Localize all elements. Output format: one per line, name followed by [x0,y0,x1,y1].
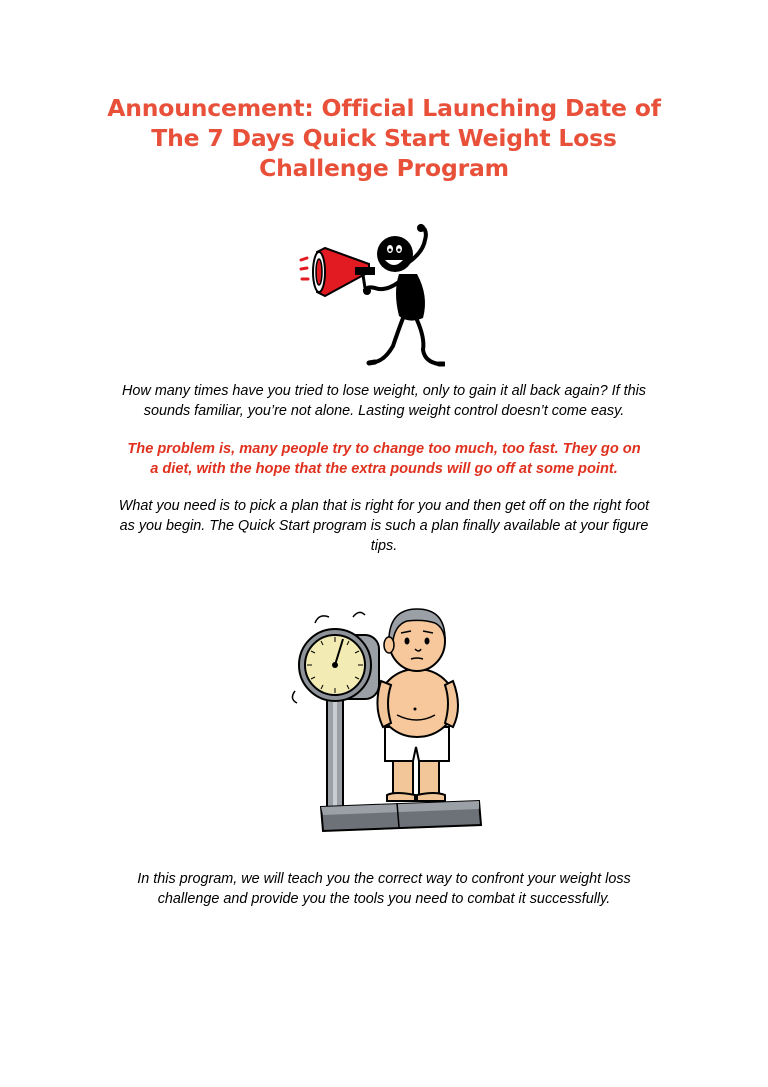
paragraph-problem-highlight [80,439,688,479]
paragraph-intro-line-2: sounds familiar, you’re not alone. Lasting weight control doesn’t come easy. [143,403,625,419]
megaphone-figure-illustration [295,222,445,372]
paragraph-program-line-1: In this program, we will teach you the correct way to confront your weight loss [137,871,631,887]
page-title [60,93,708,183]
paragraph-solution-line-2: as you begin. The Quick Start program is such a plan finally available at your figure [119,518,649,534]
paragraph-solution-line-1: What you need is to pick a plan that is right for you and then get off on the right foot [118,498,650,514]
paragraph-program [90,869,678,909]
paragraph-problem-line-1: The problem is, many people try to change too much, too fast. They go on [127,441,641,457]
paragraph-solution [78,496,690,556]
title-line-3: Challenge Program [259,154,509,182]
title-line-1: Announcement: Official Launching Date of [107,94,661,122]
paragraph-solution-line-3: tips. [370,538,398,554]
paragraph-intro [80,381,688,421]
man-on-scale-illustration [285,595,485,845]
paragraph-intro-line-1: How many times have you tried to lose weight, only to gain it all back again? If this [122,383,646,399]
paragraph-problem-line-2: a diet, with the hope that the extra pounds will go off at some point. [150,461,618,477]
paragraph-program-line-2: challenge and provide you the tools you need to combat it successfully. [157,891,611,907]
title-line-2: The 7 Days Quick Start Weight Loss [151,124,617,152]
